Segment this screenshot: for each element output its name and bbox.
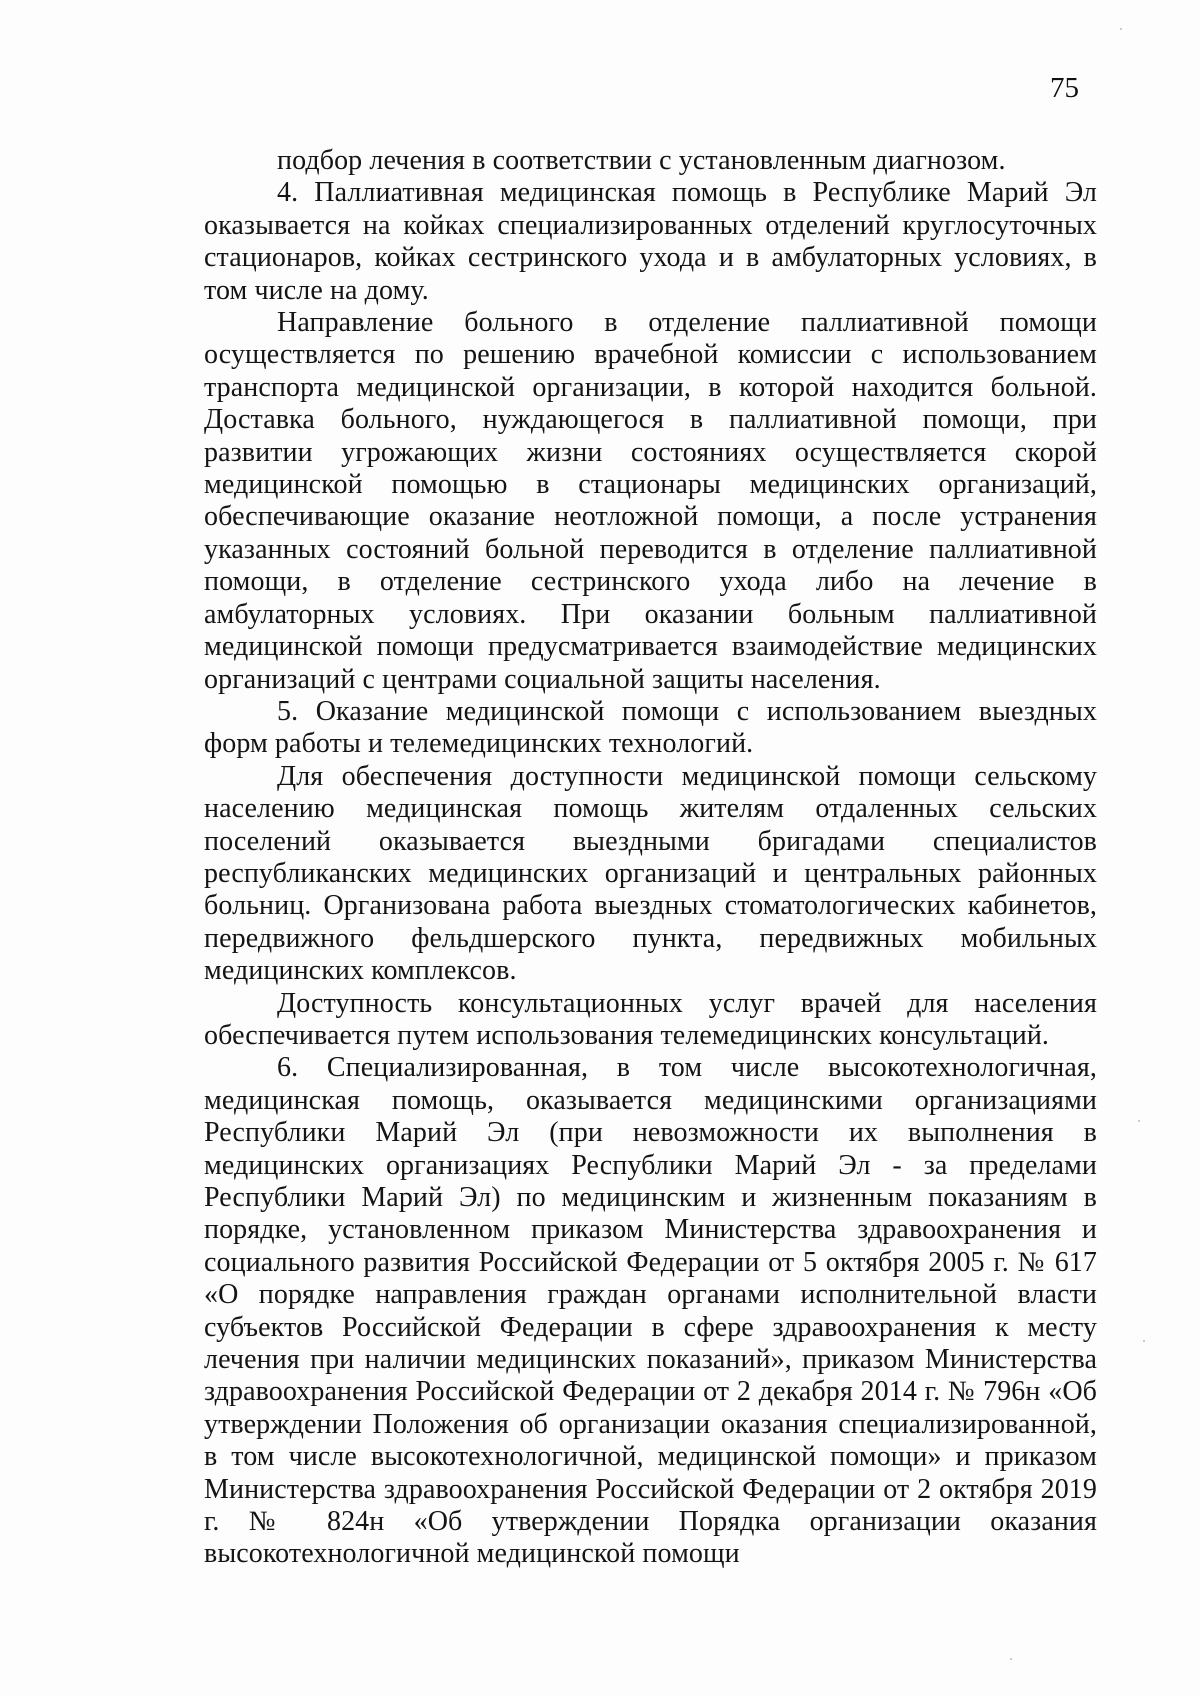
paragraph-rural-access: Для обеспечения доступности медицинской помощи сельскому населению медицинская помощь жителям отдаленных сельских поселений оказывается выездными бригадами специалистов республиканских медицинских организаций и центральных районных больниц. Организована работа выездных стоматологических кабинетов, передвижного фельдшерского пункта, передвижных мобильных медицинских комплексов. — [204, 760, 1097, 987]
paragraph-continuation: подбор лечения в соответствии с установленным диагнозом. — [277, 145, 1006, 176]
scan-speck — [1138, 1120, 1140, 1122]
scan-speck — [1010, 1658, 1012, 1660]
scan-speck — [1143, 1340, 1145, 1342]
paragraph-patient-referral: Направление больного в отделение паллиативной помощи осуществляется по решению врачебной комиссии с использованием транспорта медицинской организации, в которой находится больной. Доставка больного, нуждающегося в паллиативной помощи, при развитии угрожающих жизни состояниях осуществляется скорой медицинской помощью в стационары медицинских организаций, обеспечивающие оказание неотложной помощи, а после устранения указанных состояний больной переводится в отделение паллиативной помощи, в отделение сестринского ухода либо на лечение в амбулаторных условиях. При оказании больным паллиативной медицинской помощи предусматривается взаимодействие медицинских организаций с центрами социальной защиты населения. — [204, 307, 1097, 695]
paragraph-specialized-care: 6. Специализированная, в том числе высокотехнологичная, медицинская помощь, оказывается медицинскими организациями Республики Марий Эл (при невозможности их выполнения в медицинских организациях Республики Марий Эл - за пределами Республики Марий Эл) по медицинским и жизненным показаниям в порядке, установленном приказом Министерства здравоохранения и социального развития Российской Федерации от 5 октября 2005 г. № 617 «О порядке направления граждан органами исполнительной власти субъектов Российской Федерации в сфере здравоохранения к месту лечения при наличии медицинских показаний», приказом Министерства здравоохранения Российской Федерации от 2 декабря 2014 г. № 796н «Об утверждении Положения об организации оказания специализированной, в том числе высокотехнологичной, медицинской помощи» и приказом Министерства здравоохранения Российской Федерации от 2 октября 2019 г. № 824н «Об утверждении Порядка организации оказания высокотехнологичной медицинской помощи — [204, 1052, 1097, 1570]
paragraph-telemedicine: Доступность консультационных услуг врачей для населения обеспечивается путем использования телемедицинских консультаций. — [204, 987, 1097, 1051]
paragraph-mobile-forms: 5. Оказание медицинской помощи с использованием выездных форм работы и телемедицинских технологий. — [204, 695, 1097, 760]
paragraph-palliative-care: 4. Паллиативная медицинская помощь в Республике Марий Эл оказывается на койках специализированных отделений круглосуточных стационаров, койках сестринского ухода и в амбулаторных условиях, в том числе на дому. — [204, 177, 1097, 306]
page-number: 75 — [1050, 72, 1079, 104]
scan-speck — [1120, 28, 1122, 30]
document-body — [204, 145, 1097, 1571]
